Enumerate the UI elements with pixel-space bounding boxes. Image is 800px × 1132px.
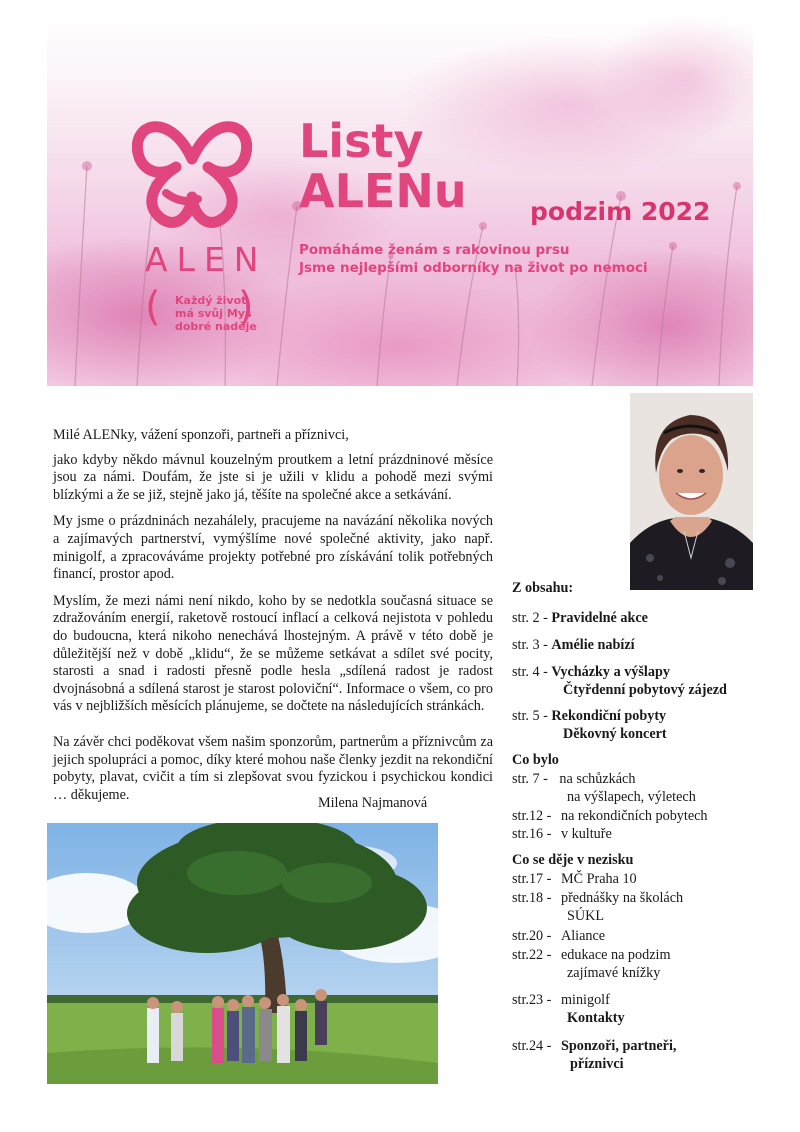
toc-page: str. 5 - [512,708,548,724]
toc-label: na rekondičních pobytech [560,808,708,824]
toc-item [512,808,708,825]
logo-bracket-right: ) [238,284,254,330]
letter-paragraph: My jsme o prázdninách nezahálely, pracujeme na navázání několika nových a zajímavých partnerství, vymýšlíme nové společné aktivity, jako např. minigolf, a zpracováváme projekty potřebné pro získávání tolik potřebných financí, prostor apod. [53,513,493,583]
toc-page: str. 4 - [512,664,548,680]
toc-label: na schůzkách [559,771,636,787]
toc-label: minigolf [560,992,610,1008]
group-hike-photo [47,823,438,1084]
toc-label-continued: SÚKL [567,908,605,924]
toc-item [512,992,610,1009]
toc-label: Sponzoři, partneři, [560,1038,677,1054]
letter-paragraph: jako kdyby někdo mávnul kouzelným proutkem a letní prázdninové měsíce jsou za námi. Doufám, že jste si je užili v klidu a pohodě mezi svými blízkými a že se již, stejně jako já, těšíte na společné akce a setkávání. [53,451,493,503]
toc-page: str.18 - [512,890,552,906]
toc-label: Pravidelné akce [551,610,648,626]
toc-label-continued: Kontakty [567,1010,625,1026]
toc-label: Amélie nabízí [551,637,635,653]
toc-item [512,610,648,627]
toc-label-continued: zajímavé knížky [567,965,661,981]
portrait-image [630,393,753,590]
toc-page: str.12 - [512,808,552,824]
toc-label-continued: na výšlapech, výletech [567,789,696,805]
toc-label-continued: Děkovný koncert [563,726,667,742]
toc-page: str. 7 - [512,771,548,787]
toc-item [512,1038,676,1055]
tagline-line-1: Pomáháme ženám s rakovinou prsu [299,242,570,258]
newsletter-title [299,116,467,216]
letter-signature: Milena Najmanová [318,795,428,811]
toc-page: str.16 - [512,826,552,842]
toc-label-continued: příznivci [570,1056,624,1072]
toc-label: Vycházky a výšlapy [551,664,670,680]
issue-season: podzim 2022 [530,197,711,226]
tagline [299,241,648,277]
tagline-line-2: Jsme nejlepšími odborníky na život po nemoci [299,260,648,276]
toc-page: str.23 - [512,992,552,1008]
toc-item [512,947,670,964]
letter-paragraph: Myslím, že mezi námi není nikdo, koho by se nedotkla současná situace se zdražováním energií, raketově rostoucí inflací a celková nejistota v pohledu do budoucna, která nikoho nenechává lhostejným. A právě v této době je důležitější než v době „klidu“, že se můžeme setkávat a sdílet své pocity, starosti a snad i radosti přesně podle hesla „sdílená radost je radost dvojnásobná a sdílená starost je starost poloviční“. Informace o všem, co pro vás v nejbližších měsících plánujeme, se dočtete na následujících stránkách. [53,592,493,715]
toc-heading: Z obsahu: [512,580,574,596]
toc-page: str.20 - [512,928,552,944]
logo-bracket-left: ( [145,284,161,330]
toc-item [512,771,635,788]
toc-item [512,871,637,888]
alen-logo-icon [132,101,252,231]
toc-label: MČ Praha 10 [560,871,637,887]
toc-item [512,928,605,945]
logo-motto-line: Každý život [175,294,247,307]
toc-item [512,826,612,843]
toc-label: Rekondiční pobyty [551,708,667,724]
letter-paragraph: Na závěr chci poděkovat všem našim sponzorům, partnerům a příznivcům za jejich spolupráci a pomoc, díky které mohou naše členky jezdit na rekondiční pobyty, plavat, cvičit a tím si zlepšovat svou fyzickou i psychickou kondici … děkujeme. [53,733,493,803]
editorial-letter [53,427,493,813]
letter-greeting: Milé ALENky, vážení sponzoři, partneři a příznivci, [53,427,349,443]
toc-section-heading: Co bylo [512,752,559,768]
toc-label: přednášky na školách [560,890,684,906]
title-line-1: Listy [299,114,424,168]
toc-section-heading: Co se děje v nezisku [512,852,634,868]
author-portrait-photo [630,393,753,590]
photo-image [47,823,438,1084]
header-banner [47,16,753,386]
toc-label: edukace na podzim [560,947,671,963]
toc-label: Aliance [560,928,606,944]
toc-item [512,664,670,681]
toc-page: str. 3 - [512,637,548,653]
toc-page: str. 2 - [512,610,548,626]
toc-label: v kultuře [560,826,612,842]
toc-label-continued: Čtyřdenní pobytový zájezd [563,682,727,698]
logo-text: ALEN [145,240,268,279]
toc-item [512,890,683,907]
toc-page: str.17 - [512,871,552,887]
toc-page: str.22 - [512,947,552,963]
title-line-2: ALENu [299,164,467,218]
logo-motto-line: dobré naděje [175,320,257,333]
toc-page: str.24 - [512,1038,552,1054]
logo-motto-line: má svůj Mys [175,307,252,320]
toc-item [512,708,666,725]
toc-item [512,637,635,654]
